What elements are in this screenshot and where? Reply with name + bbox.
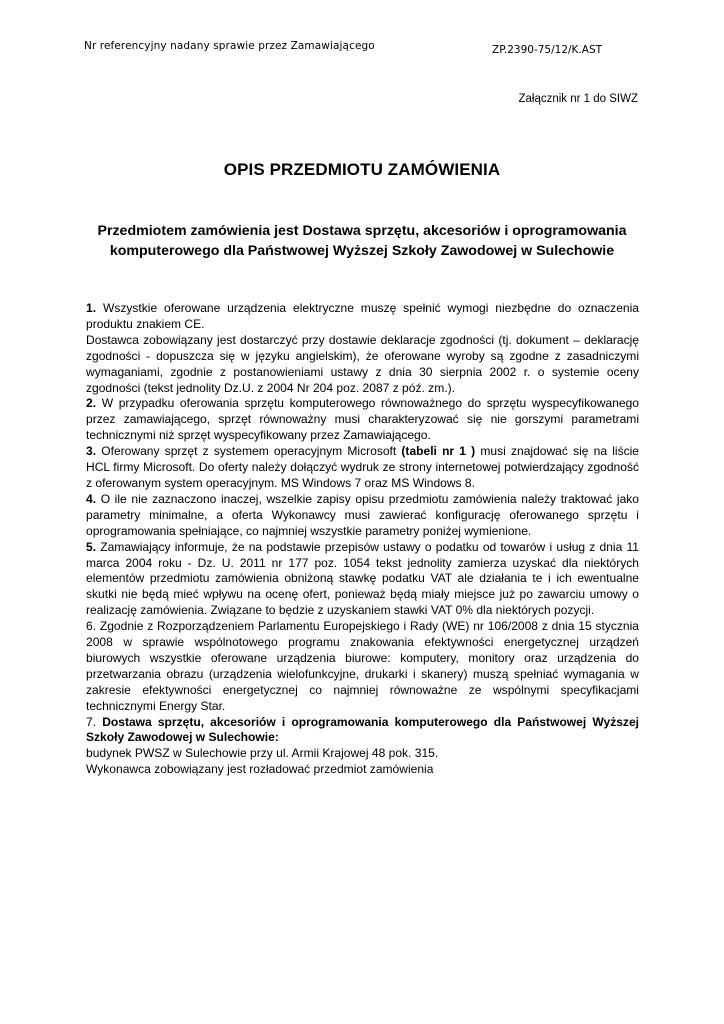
- paragraph-5: [86, 540, 639, 620]
- table-reference: (tabeli nr 1 ): [401, 444, 476, 459]
- paragraph-number: 5.: [86, 539, 97, 554]
- document-title: OPIS PRZEDMIOTU ZAMÓWIENIA: [223, 160, 501, 179]
- paragraph-number: 3.: [86, 444, 97, 459]
- document-body: [86, 301, 639, 778]
- paragraph-number: 2.: [86, 396, 97, 411]
- paragraph-text: musi znajdować się na liście HCL firmy Microsoft. Do oferty należy dołączyć wydruk ze strony internetowej potwierdzający zgodność z oferowanym system operacyjnym. MS Windows 7 oraz MS Windows 8.: [86, 444, 639, 490]
- paragraph-number: 4.: [86, 491, 97, 506]
- paragraph-text: W przypadku oferowania sprzętu komputerowego równoważnego do sprzętu wyspecyfikowanego przez zamawiającego, sprzęt równoważny musi charakteryzować się nie gorszymi parametrami technicznymi niż sprzęt wyspecyfikowany przez Zamawiającego.: [86, 396, 639, 443]
- paragraph-1: [86, 301, 639, 333]
- delivery-address: budynek PWSZ w Sulechowie przy ul. Armii Krajowej 48 pok. 315.: [86, 746, 439, 761]
- paragraph-text: Zamawiający informuje, że na podstawie przepisów ustawy o podatku od towarów i usług z dnia 11 marca 2004 roku - Dz. U. 2011 nr 177 poz. 1054 tekst jednolity zamierza uzyskać dla niektórych elementów przedmiotu zamówienia obniżoną stawkę podatku VAT ale działania te i ich ewentualne skutki nie będą mieć wpływu na ocenę ofert, ponieważ będą miały miejsce już po zawarciu umowy o realizację zamówienia. Związane to będzie z uzyskaniem stawki VAT 0% dla niektórych pozycji.: [86, 539, 639, 618]
- paragraph-2: [86, 396, 639, 444]
- paragraph-6: 6. Zgodnie z Rozporządzeniem Parlamentu Europejskiego i Rady (WE) nr 106/2008 z dnia 15 stycznia 2008 w sprawie wspólnotowego programu znakowania efektywności energetycznej urządzeń biurowych wszystkie oferowane urządzenia biurowe: komputery, monitory oraz urządzenia do przetwarzania obrazu (urządzenia wielofunkcyjne, drukarki i skanery) muszą spełniać wymagania w zakresie efektywności energetycznej co najmniej równoważne ze wspólnymi specyfikacjami technicznymi Energy Star.: [86, 619, 639, 713]
- attachment-note: Załącznik nr 1 do SIWZ: [518, 93, 638, 105]
- reference-label: Nr referencyjny nadany sprawie przez Zamawiającego: [84, 40, 375, 52]
- reference-number: ZP.2390-75/12/K.AST: [492, 44, 603, 56]
- delivery-heading: Dostawa sprzętu, akcesoriów i oprogramowania komputerowego dla Państwowej Wyższej Szkoły Zawodowej w Sulechowie:: [86, 714, 639, 745]
- paragraph-text: O ile nie zaznaczono inaczej, wszelkie zapisy opisu przedmiotu zamówienia należy traktować jako parametry minimalne, a oferta Wykonawcy musi zawierać konfigurację oferowanego sprzętu i oprogramowania spełniające, co najmniej wszystkie parametry poniżej wymienione.: [86, 491, 639, 538]
- paragraph-4: [86, 492, 639, 540]
- paragraph-text: Wszystkie oferowane urządzenia elektryczne muszę spełnić wymogi niezbędne do oznaczenia produktu znakiem CE.: [86, 301, 639, 331]
- paragraph-number: 7.: [86, 714, 103, 729]
- paragraph-1b: Dostawca zobowiązany jest dostarczyć przy dostawie deklaracje zgodności (tj. dokument – deklarację zgodności - dopuszcza się w języku angielskim), że oferowane wyroby są zgodne z zasadniczymi wymaganiami, zgodnie z postanowieniami ustawy z dnia 30 sierpnia 2002 r. o systemie oceny zgodności (tekst jednolity Dz.U. z 2004 Nr 204 poz. 2087 z póź. zm.).: [86, 332, 639, 395]
- paragraph-3: [86, 444, 639, 492]
- unloading-note: Wykonawca zobowiązany jest rozładować przedmiot zamówienia: [86, 762, 434, 777]
- paragraph-text: Oferowany sprzęt z systemem operacyjnym Microsoft: [96, 444, 402, 459]
- paragraph-number: 1.: [86, 301, 97, 315]
- paragraph-7: [86, 715, 639, 747]
- subject-heading: Przedmiotem zamówienia jest Dostawa sprzętu, akcesoriów i oprogramowania komputerowego dla Państwowej Wyższej Szkoły Zawodowej w Sulechowie: [97, 223, 627, 259]
